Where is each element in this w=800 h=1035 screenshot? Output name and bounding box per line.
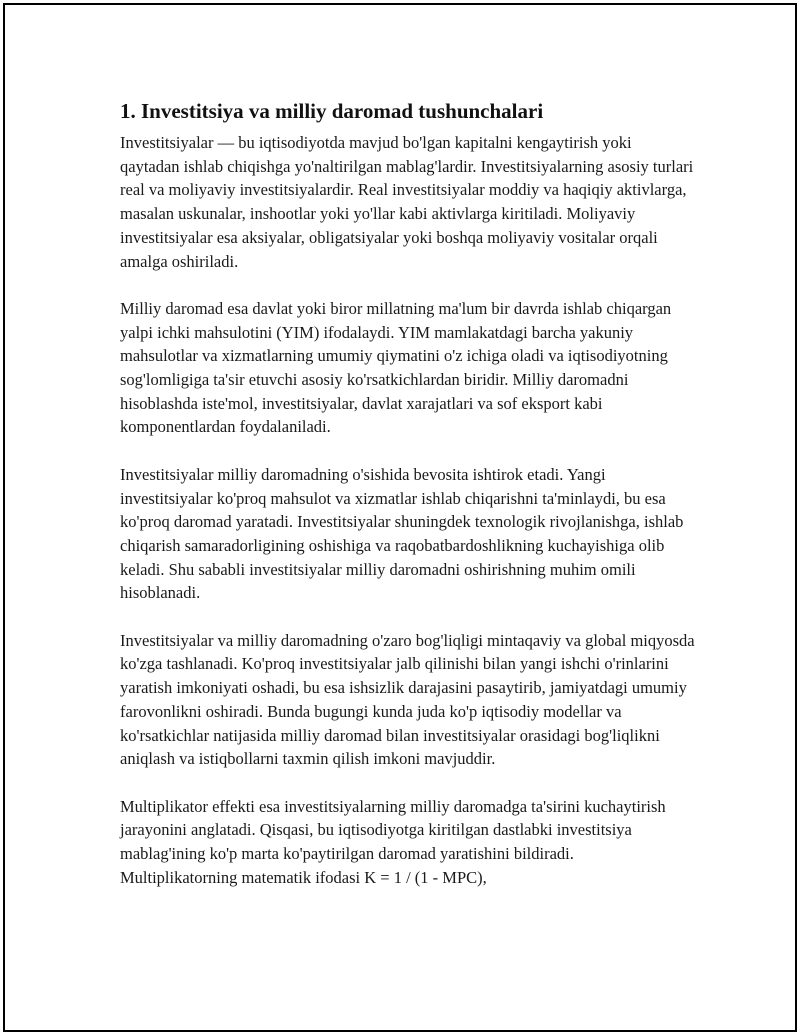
document-body — [120, 97, 695, 913]
paragraph-national-income: Milliy daromad esa davlat yoki biror millatning ma'lum bir davrda ishlab chiqargan yalpi ichki mahsulotini (YIM) ifodalaydi. YIM mamlakatdagi barcha yakuniy mahsulotlar va xizmatlarning umumiy qiymatini o'z ichiga oladi va iqtisodiyotning sog'lomligiga ta'sir etuvchi asosiy ko'rsatkichlardan biridir. Milliy daromadni hisoblashda iste'mol, investitsiyalar, davlat xarajatlari va sof eksport kabi komponentlardan foydalaniladi. — [120, 298, 672, 437]
paragraph-investments-definition: Investitsiyalar — bu iqtisodiyotda mavjud bo'lgan kapitalni kengaytirish yoki qaytadan ishlab chiqishga yo'naltirilgan mablag'lardir. Investitsiyalarning asosiy turlari real va moliyaviy investitsiyalardir. Real investitsiyalar moddiy va haqiqiy aktivlarga, masalan uskunalar, inshootlar yoki yo'llar kabi aktivlarga kiritiladi. Moliyaviy investitsiyalar esa aksiyalar, obligatsiyalar yoki boshqa moliyaviy vositalar orqali amalga oshiriladi. — [120, 133, 694, 271]
paragraph-multiplier-effect: Multiplikator effekti esa investitsiyalarning milliy daromadga ta'sirini kuchaytirish jarayonini anglatadi. Qisqasi, bu iqtisodiyotga kiritilgan dastlabki investitsiya mablag'ining ko'p marta ko'paytirilgan daromad yaratishini bildiradi. Multiplikatorning matematik ifodasi K = 1 / (1 - MPC), — [120, 796, 666, 887]
paragraph-interdependence: Investitsiyalar va milliy daromadning o'zaro bog'liqligi mintaqaviy va global miqyosda ko'zga tashlanadi. Ko'proq investitsiyalar jalb qilinishi bilan yangi ishchi o'rinlarini yaratish imkoniyati oshadi, bu esa ishsizlik darajasini pasaytirib, jamiyatdagi umumiy farovonlikni oshiradi. Bunda bugungi kunda juda ko'p iqtisodiy modellar va ko'rsatkichlar natijasida milliy daromad bilan investitsiyalar orasidagi bog'liqlikni aniqlash va istiqbollarni taxmin qilish imkoni mavjuddir. — [120, 630, 695, 769]
page-frame — [3, 3, 797, 1032]
section-heading: 1. Investitsiya va milliy daromad tushunchalari — [120, 99, 544, 123]
paragraph-investment-growth: Investitsiyalar milliy daromadning o'sishida bevosita ishtirok etadi. Yangi investitsiyalar ko'proq mahsulot va xizmatlar ishlab chiqarishni ta'minlaydi, bu esa ko'proq daromad yaratadi. Investitsiyalar shuningdek texnologik rivojlanishga, ishlab chiqarish samaradorligining oshishiga va raqobatbardoshlikning kuchayishiga olib keladi. Shu sababli investitsiyalar milliy daromadni oshirishning muhim omili hisoblanadi. — [120, 464, 684, 603]
